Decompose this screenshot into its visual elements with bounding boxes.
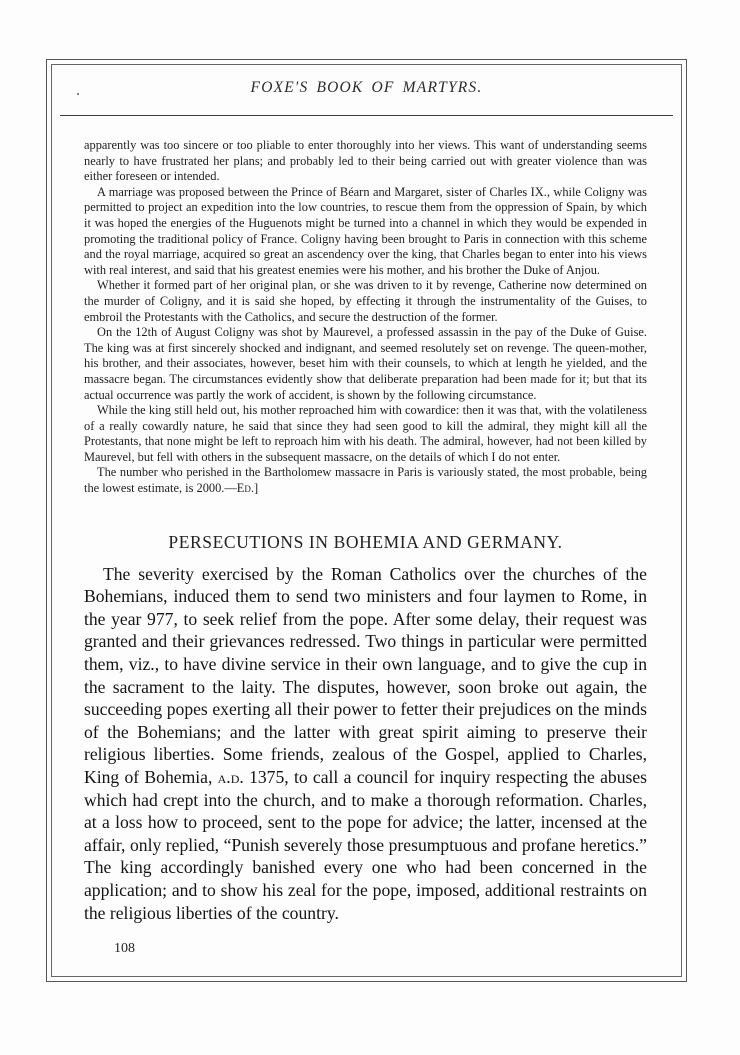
era-abbreviation: a.d. bbox=[217, 767, 244, 787]
note-paragraph: Whether it formed part of her original plan, or she was driven to it by revenge, Catherine now determined on the murder of Coligny, and it is said she hoped, by effecting it through the instrumentality of the Guises, to embroil the Protestants with the Catholics, and secure the destruction of the former. bbox=[84, 278, 647, 324]
closing-bracket: ] bbox=[253, 481, 259, 496]
page-border-inner bbox=[51, 64, 682, 977]
note-paragraph: A marriage was proposed between the Prince of Béarn and Margaret, sister of Charles IX., while Coligny was permitted to project an expedition into the low countries, to rescue them from the oppression of Spain, by which it was hoped the energies of the Huguenots might be turned into a channel in which they would be expended in promoting the traditional policy of France. Coligny having been brought to Paris in connection with this scheme and the royal marriage, acquired so great an ascendency over the king, that Charles began to enter into his views with real interest, and said that his greatest enemies were his mother, and his brother the Duke of Anjou. bbox=[84, 184, 647, 277]
note-paragraph-last bbox=[84, 465, 647, 496]
note-paragraph: On the 12th of August Coligny was shot by Maurevel, a professed assassin in the pay of the Duke of Guise. The king was at first sincerely shocked and indignant, and seemed resolutely set on revenge. The queen-mother, his brother, and their associates, however, beset him with their counsels, to which at length he yielded, and the massacre began. The circumstances evidently show that deliberate preparation had been made for it; but that its actual occurrence was partly the work of accident, is shown by the following circumstance. bbox=[84, 325, 647, 402]
section-title: PERSECUTIONS IN BOHEMIA AND GERMANY. bbox=[168, 531, 563, 552]
running-head: FOXE'S BOOK OF MARTYRS. bbox=[60, 77, 673, 116]
page-number: 108 bbox=[114, 941, 135, 957]
note-paragraph: apparently was too sincere or too pliable to enter thoroughly into her views. This want of understanding seems nearly to have frustrated her plans; and probably led to their being carried out with greater violence than was either foreseen or intended. bbox=[84, 138, 647, 184]
editor-note bbox=[84, 138, 647, 497]
section-body bbox=[84, 563, 647, 925]
paragraph-text-part-2: 1375, to call a council for inquiry respecting the abuses which had crept into the church, and to make a thorough reformation. Charles, at a loss how to proceed, sent to the pope for advice; the latter, incensed at the affair, only replied, “Punish severely those presumptuous and profane heretics.” The king accordingly banished every one who had been concerned in the application; and to show his zeal for the pope, imposed, additional restraints on the religious liberties of the country. bbox=[84, 767, 647, 923]
page-border-outer bbox=[46, 59, 687, 982]
editor-signature: Ed. bbox=[236, 481, 254, 496]
print-speck bbox=[77, 93, 79, 95]
paragraph-text-part-1: The severity exercised by the Roman Catholics over the churches of the Bohemians, induced them to send two ministers and four laymen to Rome, in the year 977, to seek relief from the pope. After some delay, their request was granted and their grievances redressed. Two things in particular were permitted them, viz., to have divine service in their own language, and to give the cup in the sacrament to the laity. The disputes, however, soon broke out again, the succeeding popes exerting all their power to fetter their prejudices on the minds of the Bohemians; and the latter with great spirit aiming to preserve their religious liberties. Some friends, zealous of the Gospel, applied to Charles, King of Bohemia, bbox=[84, 563, 647, 787]
section-paragraph bbox=[84, 563, 647, 925]
note-paragraph: While the king still held out, his mother reproached him with cowardice: then it was that, with the volatileness of a really cowardly nature, he said that since they had seen good to kill the admiral, they might kill all the Protestants, that none might be left to reproach him with his death. The admiral, however, had not been killed by Maurevel, but fell with others in the subsequent massacre, on the details of which I do not enter. bbox=[84, 403, 647, 464]
note-last-text: The number who perished in the Bartholomew massacre in Paris is variously stated, the most probable, being the lowest estimate, is 2000.— bbox=[84, 465, 647, 496]
page-content bbox=[60, 138, 673, 958]
